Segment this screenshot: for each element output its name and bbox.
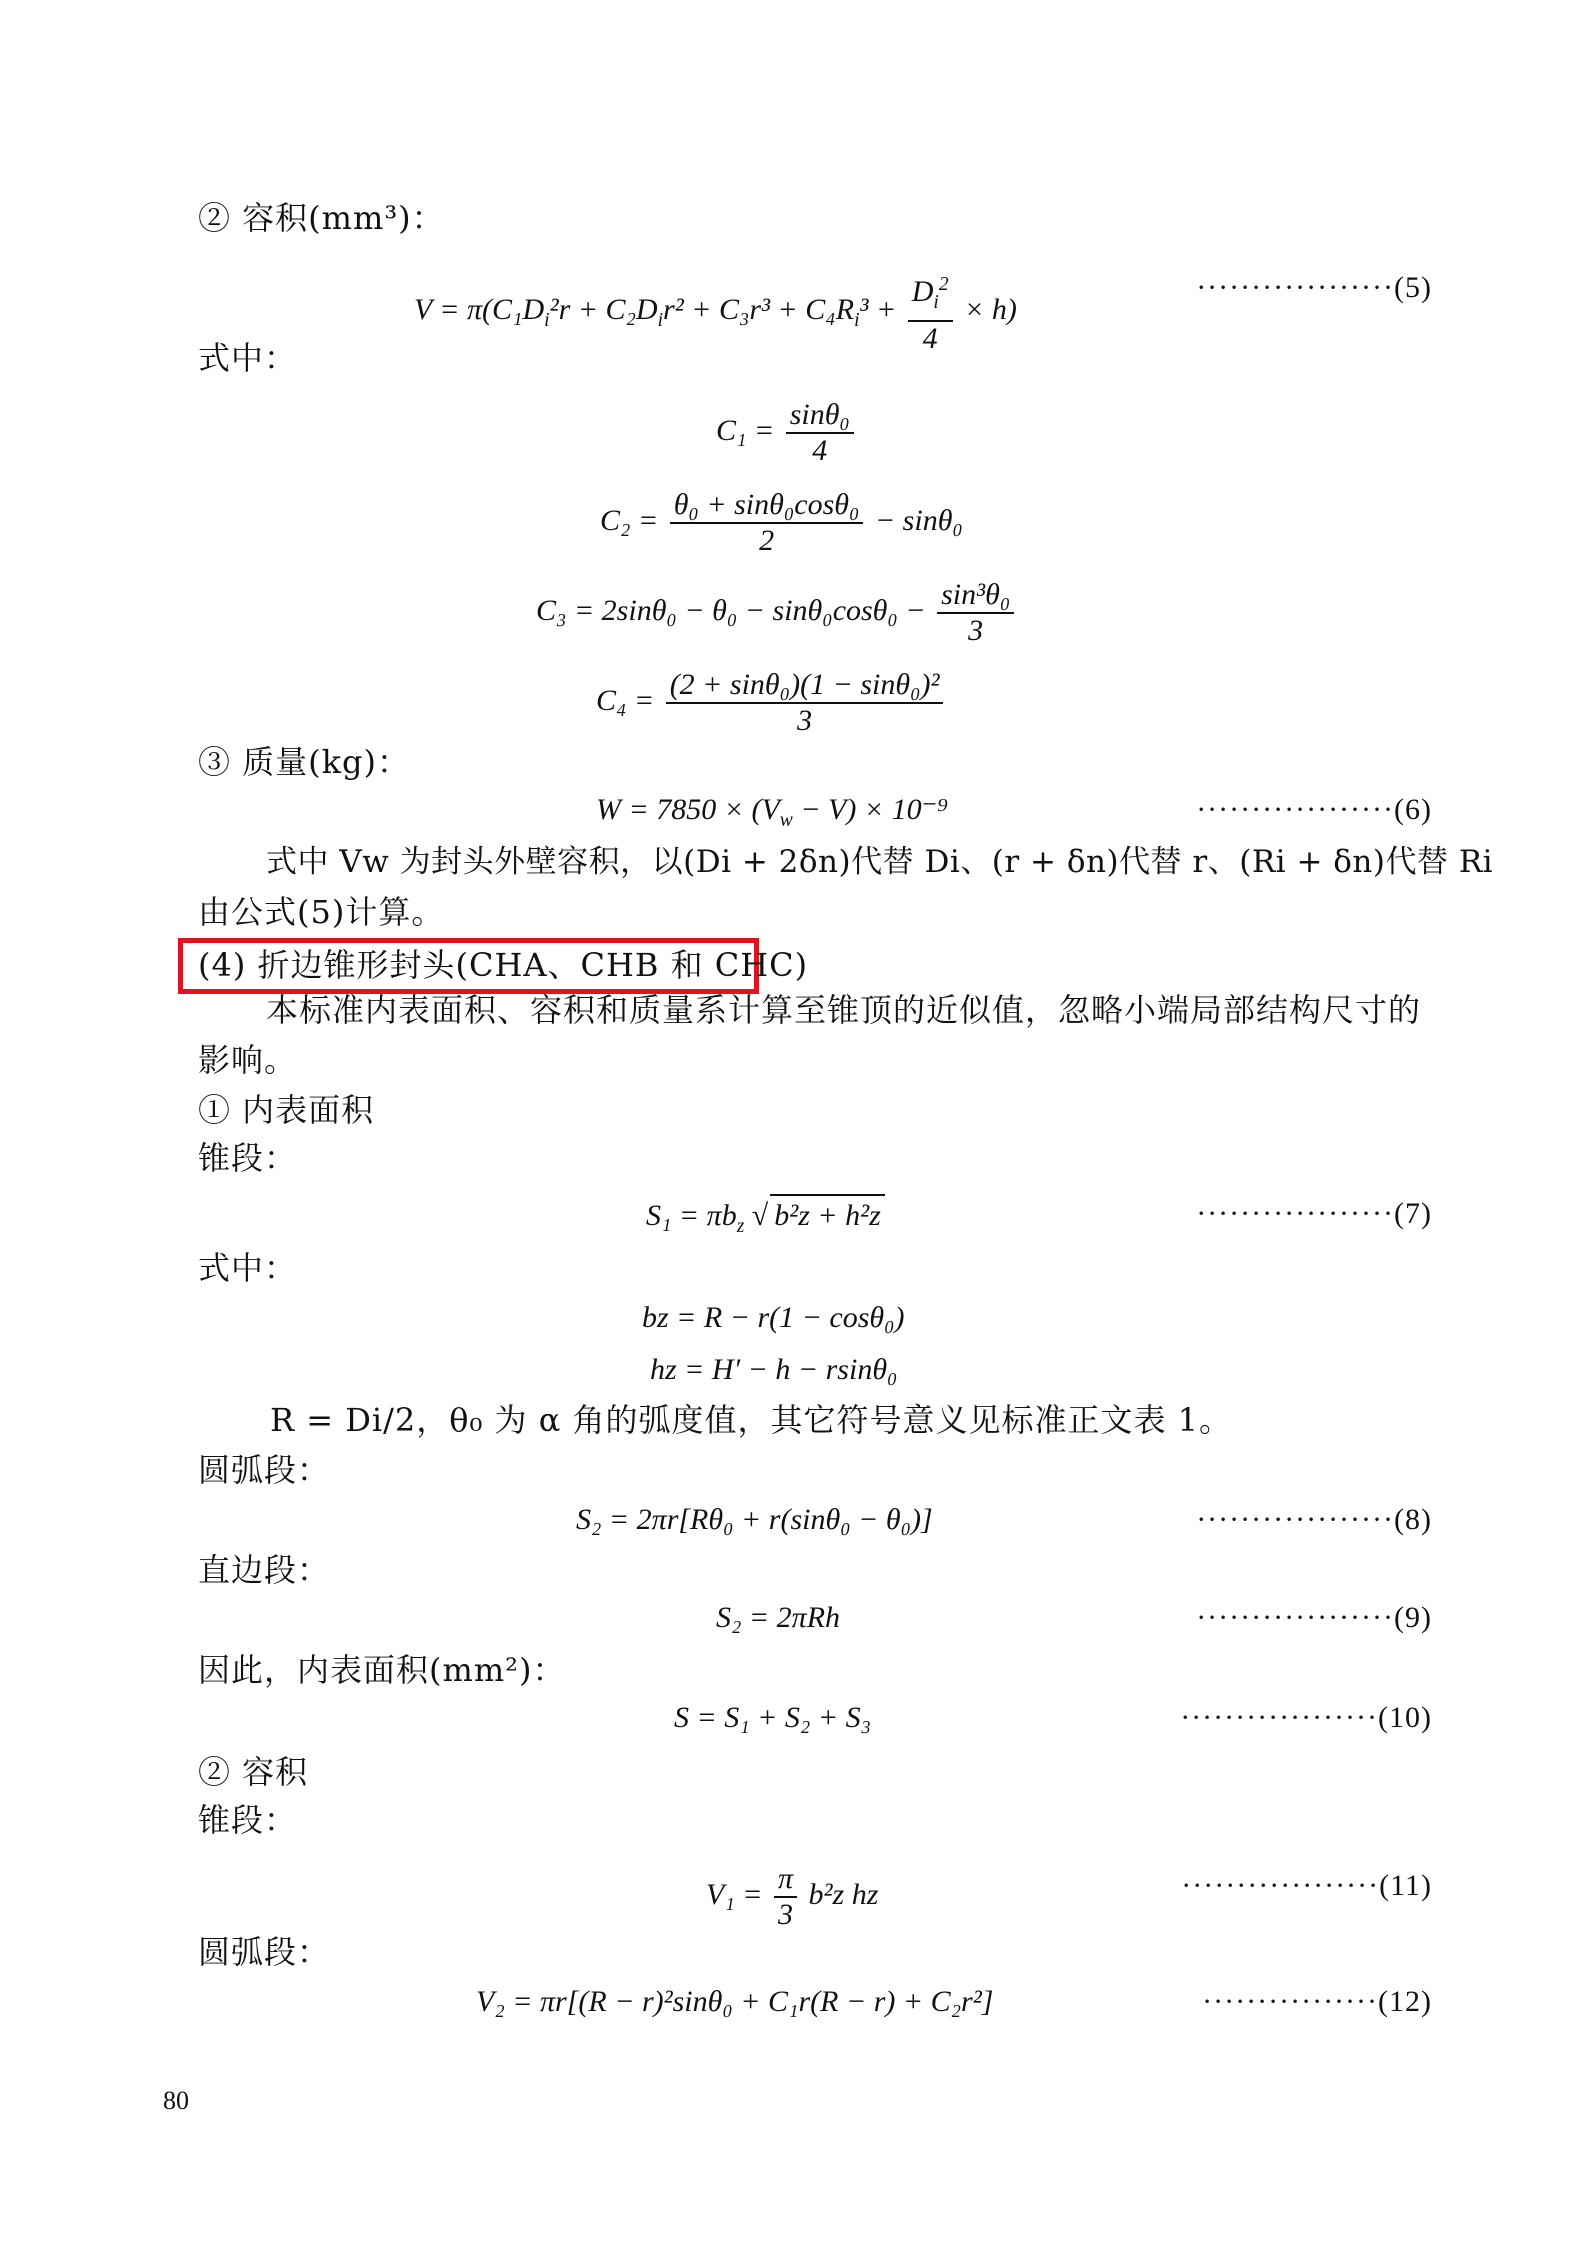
eq5-term3-sub: i xyxy=(854,309,860,331)
equation-10: S = S₁ + S₂ + S₃ xyxy=(674,1701,872,1734)
sqrt-symbol: √ xyxy=(751,1199,769,1232)
eq11-frac-top: π xyxy=(774,1862,797,1898)
c4-frac-bottom: 3 xyxy=(797,704,813,737)
arc-segment-label-2: 圆弧段： xyxy=(198,1933,331,1971)
equation-5-number: ··················(5) xyxy=(1196,271,1432,304)
equation-9: S₂ = 2πRh xyxy=(716,1601,841,1634)
c1-frac-bottom: 4 xyxy=(812,434,828,467)
inner-area-header: ① 内表面积 xyxy=(198,1091,375,1129)
eq5-term1-sub: i xyxy=(544,309,550,331)
section-volume-header: ② 容积(mm³)： xyxy=(198,199,445,237)
equation-6 xyxy=(596,790,948,841)
eq6-rest: − V) × 10⁻⁹ xyxy=(792,793,948,826)
mass-note-line-2: 由公式(5)计算。 xyxy=(198,893,445,931)
c2-formula xyxy=(600,488,963,558)
mass-note-line-1: 式中 Vw 为封头外壁容积，以(Di + 2δn)代替 Di、(r + δn)代替 r、(Ri + δn)代替 Ri xyxy=(266,844,1494,880)
equation-5 xyxy=(414,268,1017,356)
cone-segment-label-2: 锥段： xyxy=(198,1801,298,1839)
c2-frac-bottom: 2 xyxy=(759,524,775,557)
equation-11-number: ··················(11) xyxy=(1181,1869,1432,1902)
cone-intro-line-2: 影响。 xyxy=(198,1041,298,1079)
c2-lhs: C₂ = xyxy=(600,503,659,537)
equation-6-number: ··················(6) xyxy=(1196,793,1432,826)
eq11-lhs: V₁ = xyxy=(706,1877,763,1911)
eq6-formula: W = 7850 × (V xyxy=(596,793,780,826)
equation-12-number: ················(12) xyxy=(1202,1985,1432,2018)
volume-header-2: ② 容积 xyxy=(198,1753,309,1791)
eq5-term3-rest: ³ + xyxy=(859,292,897,326)
equation-7 xyxy=(646,1194,885,1247)
equation-8-number: ··················(8) xyxy=(1196,1503,1432,1536)
eq5-frac-top-sup: 2 xyxy=(938,274,949,295)
c3-frac-bottom: 3 xyxy=(968,614,984,647)
equation-12: V₂ = πr[(R − r)²sinθ₀ + C₁r(R − r) + C₂r²] xyxy=(476,1985,994,2018)
cone-intro-line-1: 本标准内表面积、容积和质量系计算至锥顶的近似值，忽略小端局部结构尺寸的 xyxy=(266,991,1422,1029)
where-label-1: 式中： xyxy=(198,339,298,377)
arc-segment-label-1: 圆弧段： xyxy=(198,1451,331,1489)
eq5-frac-top: D xyxy=(911,275,934,308)
page-number: 80 xyxy=(163,2086,189,2115)
c3-fraction xyxy=(937,578,1014,648)
c4-frac-top: (2 + sinθ₀)(1 − sinθ₀)² xyxy=(666,668,944,704)
cone-segment-label-1: 锥段： xyxy=(198,1139,298,1177)
eq7-radicand: b²z + h²z xyxy=(770,1194,885,1236)
cone-section-title: (4) 折边锥形封头(CHA、CHB 和 CHC) xyxy=(198,946,809,984)
c1-fraction xyxy=(786,398,854,468)
c2-tail: − sinθ₀ xyxy=(874,503,963,537)
c1-lhs: C₁ = xyxy=(716,413,775,447)
eq5-term1: C₁D xyxy=(492,292,545,326)
eq7-lhs-sub: z xyxy=(736,1216,745,1237)
c4-fraction xyxy=(666,668,944,738)
c2-fraction xyxy=(670,488,864,558)
c3-formula xyxy=(536,578,1018,648)
equation-11 xyxy=(706,1862,878,1932)
eq5-frac-top-sub: i xyxy=(933,292,939,313)
c1-frac-top: sinθ₀ xyxy=(786,398,854,434)
hz-formula: hz = H′ − h − rsinθ₀ xyxy=(650,1353,898,1386)
c4-lhs: C₄ = xyxy=(596,683,655,717)
eq11-fraction xyxy=(774,1862,797,1932)
section-mass-header: ③ 质量(kg)： xyxy=(198,743,411,781)
eq5-frac-bottom: 4 xyxy=(922,322,938,355)
bz-formula: bz = R − r(1 − cosθ₀) xyxy=(642,1301,905,1334)
c4-formula xyxy=(596,668,947,738)
eq5-fraction xyxy=(908,268,953,356)
eq11-frac-bottom: 3 xyxy=(778,1898,794,1931)
eq5-tail: × h) xyxy=(964,292,1017,326)
eq6-sub: w xyxy=(779,810,793,831)
c3-lhs: C₃ = 2sinθ₀ − θ₀ − sinθ₀cosθ₀ − xyxy=(536,593,926,627)
equation-7-number: ··················(7) xyxy=(1196,1197,1432,1230)
equation-8: S₂ = 2πr[Rθ₀ + r(sinθ₀ − θ₀)] xyxy=(576,1503,933,1536)
eq5-term2-rest: r² + C₃r³ + C₄R xyxy=(663,292,855,326)
equation-10-number: ··················(10) xyxy=(1180,1701,1432,1734)
c3-frac-top: sin³θ₀ xyxy=(937,578,1014,614)
eq11-tail: b²z hz xyxy=(808,1877,879,1911)
eq7-lhs: S₁ = πb xyxy=(646,1199,737,1232)
c1-formula xyxy=(716,398,858,468)
eq5-lhs: V = π( xyxy=(414,292,493,326)
equation-9-number: ··················(9) xyxy=(1196,1601,1432,1634)
c2-frac-top: θ₀ + sinθ₀cosθ₀ xyxy=(670,488,864,524)
where-label-2: 式中： xyxy=(198,1249,298,1287)
eq5-term1-rest: ²r + C₂D xyxy=(549,292,658,326)
eq5-term2-sub: i xyxy=(657,309,664,331)
total-area-label: 因此，内表面积(mm²)： xyxy=(198,1651,566,1689)
r-note: R = Di/2，θ₀ 为 α 角的弧度值，其它符号意义见标准正文表 1。 xyxy=(270,1401,1233,1439)
straight-segment-label: 直边段： xyxy=(198,1551,331,1589)
